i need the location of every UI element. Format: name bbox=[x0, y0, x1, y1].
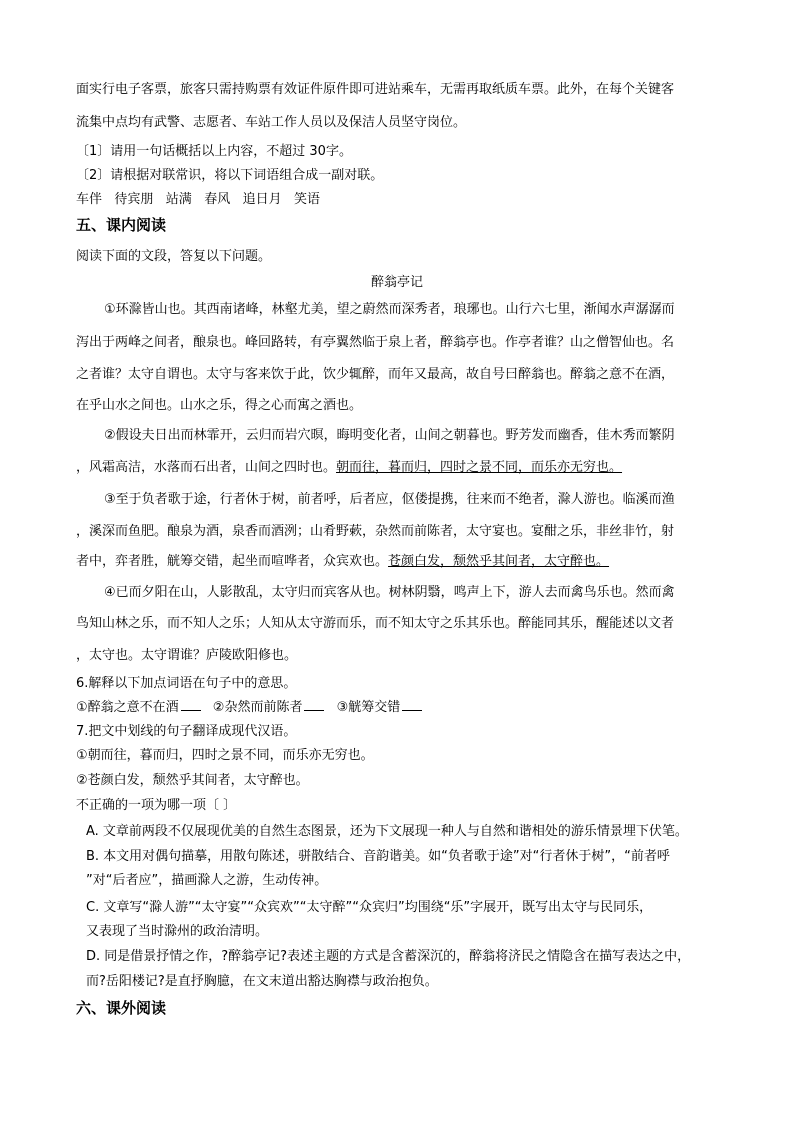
passage-line: 泻出于两峰之间者，酿泉也。峰回路转，有亭翼然临于泉上者，醉翁亭也。作亭者谁？山之僧智仙也。名 bbox=[76, 335, 675, 350]
passage-line: 鸟知山林之乐，而不知人之乐；人知从太守游而乐，而不知太守之乐其乐也。醉能同其乐，醒能述以文者 bbox=[76, 616, 675, 631]
option-d-cont: 而?岳阳楼记?是直抒胸臆，在文末道出豁达胸襟与政治抱负。 bbox=[86, 974, 438, 989]
q6-item-2: ②杂然而前陈者 bbox=[212, 700, 303, 715]
option-b: B. 本文用对偶句描摹，用散句陈述，骈散结合、音韵谐美。如“负者歌于途”对“行者休于树”，“前者呼 bbox=[86, 849, 670, 864]
q7-sentence-1: ①朝而往，暮而归，四时之景不同，而乐亦无穷也。 bbox=[76, 748, 374, 763]
passage-line: 之者谁？太守自谓也。太守与客来饮于此，饮少辄醉，而年又最高，故自号曰醉翁也。醉翁之意不在酒， bbox=[76, 367, 675, 382]
passage-line bbox=[76, 458, 622, 478]
q6-item-3: ③觥筹交错 bbox=[336, 700, 401, 715]
underlined-sentence: 苍颜白发，颓然乎其间者，太守醉也。 bbox=[388, 554, 610, 569]
reading-instruction: 阅读下面的文段，答复以下问题。 bbox=[76, 249, 272, 264]
question-7-stem: 7.把文中划线的句子翻译成现代汉语。 bbox=[76, 724, 297, 739]
word-list: 车伴 待宾朋 站满 春风 追日月 笑语 bbox=[76, 192, 320, 207]
option-d: D. 同是借景抒情之作，?醉翁亭记?表述主题的方式是含蓄深沉的，醉翁将济民之情隐含在描写表达之中， bbox=[86, 949, 691, 964]
passage-text: 者中，弈者胜，觥筹交错，起坐而喧哗者，众宾欢也。 bbox=[76, 554, 389, 569]
passage-line: 在乎山水之间也。山水之乐，得之心而寓之酒也。 bbox=[76, 398, 363, 413]
passage-line: ，太守也。太守谓谁？庐陵欧阳修也。 bbox=[76, 648, 298, 663]
section-5-heading: 五、课内阅读 bbox=[76, 216, 167, 234]
passage-line: ②假设夫日出而林霏开，云归而岩穴暝，晦明变化者，山间之朝暮也。野芳发而幽香，佳木秀而繁阴 bbox=[104, 428, 675, 443]
question-8-stem: 不正确的一项为哪一项〔 〕 bbox=[76, 798, 237, 813]
section-6-heading: 六、课外阅读 bbox=[76, 999, 167, 1017]
passage-line: ，溪深而鱼肥。酿泉为酒，泉香而酒洌；山肴野蔌，杂然而前陈者，太守宴也。宴酣之乐，非丝非竹，射 bbox=[76, 524, 675, 539]
q7-sentence-2: ②苍颜白发，颓然乎其间者，太守醉也。 bbox=[76, 773, 309, 788]
answer-blank bbox=[304, 698, 324, 711]
passage-line: ①环滁皆山也。其西南诸峰，林壑尤美，望之蔚然而深秀者，琅琊也。山行六七里，渐闻水声潺潺而 bbox=[104, 302, 675, 317]
option-c: C. 文章写“滁人游”“太守宴”“众宾欢”“太守醉”“众宾归”均围绕“乐”字展开，既写出太守与民同乐， bbox=[86, 900, 653, 915]
passage-line bbox=[76, 552, 609, 572]
passage-text: ，风霜高洁，水落而石出者，山间之四时也。 bbox=[76, 460, 337, 475]
option-b-cont: ”对“后者应”，描画滁人之游，生动传神。 bbox=[86, 873, 328, 888]
question-6-stem: 6.解释以下加点词语在句子中的意思。 bbox=[76, 676, 297, 691]
question-6-items bbox=[76, 698, 422, 718]
q6-item-1: ①醉翁之意不在酒 bbox=[76, 700, 179, 715]
passage-line: ④已而夕阳在山，人影散乱，太守归而宾客从也。树林阴翳，鸣声上下，游人去而禽鸟乐也。然而禽 bbox=[104, 585, 675, 600]
answer-blank bbox=[402, 698, 422, 711]
question-1: 〔1〕请用一句话概括以上内容，不超过 30字。 bbox=[76, 144, 352, 159]
paragraph-line: 面实行电子客票，旅客只需持购票有效证件原件即可进站乘车，无需再取纸质车票。此外，在每个关键客 bbox=[76, 82, 675, 97]
paragraph-line: 流集中点均有武警、志愿者、车站工作人员以及保洁人员坚守岗位。 bbox=[76, 115, 467, 130]
option-c-cont: 又表现了当时滁州的政治清明。 bbox=[86, 924, 269, 939]
answer-blank bbox=[181, 698, 201, 711]
passage-line: ③至于负者歌于途，行者休于树，前者呼，后者应，伛偻提携，往来而不绝者，滁人游也。临溪而渔 bbox=[104, 492, 675, 507]
underlined-sentence: 朝而往，暮而归，四时之景不同，而乐亦无穷也。 bbox=[336, 460, 623, 475]
option-a: A. 文章前两段不仅展现优美的自然生态图景，还为下文展现一种人与自然和谐相处的游乐情景埋下伏笔。 bbox=[86, 824, 688, 839]
question-2: 〔2〕请根据对联常识，将以下词语组合成一副对联。 bbox=[76, 168, 384, 183]
passage-title: 醉翁亭记 bbox=[370, 275, 423, 290]
